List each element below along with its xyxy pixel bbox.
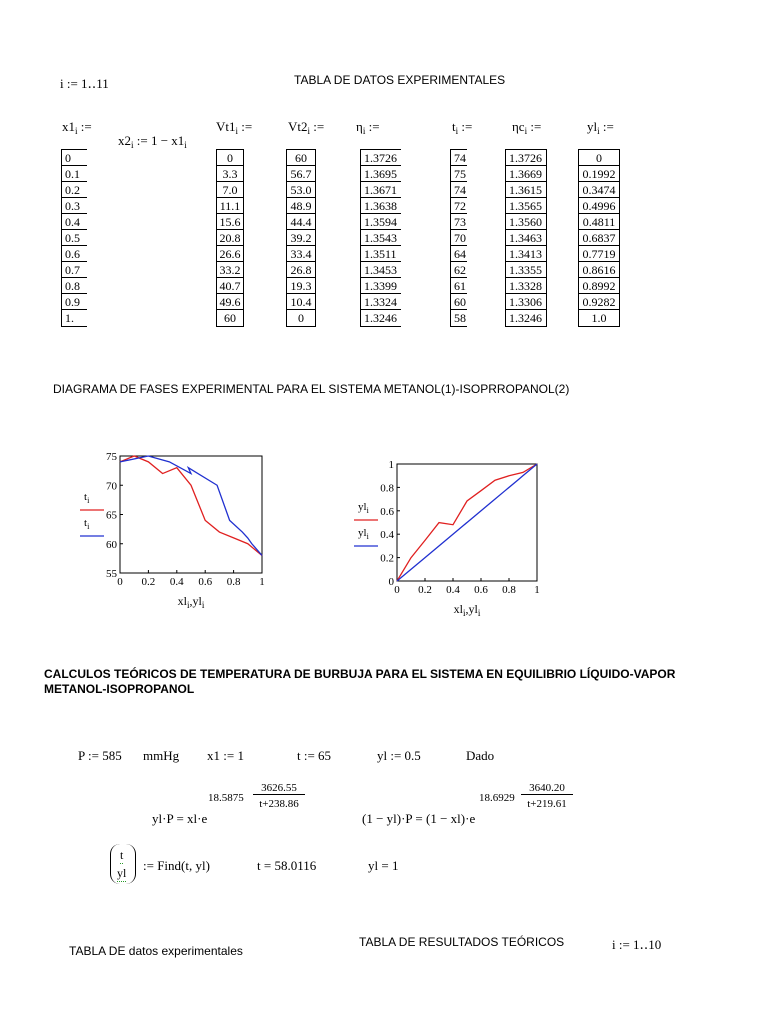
header-x1: $x1_i$ :=	[62, 119, 92, 136]
header-etac: $\eta c_i$ :=	[512, 119, 542, 136]
table-cell[interactable]: 60	[224, 311, 236, 325]
table-cell[interactable]: 15.6	[217, 214, 243, 230]
table-cell[interactable]: 26.8	[287, 262, 315, 278]
bottom-range-definition: i := 1‥10	[612, 937, 662, 952]
calc-title-line2: METANOL-ISOPROPANOL	[44, 682, 195, 696]
table-cell[interactable]: 19.3	[287, 278, 315, 294]
table-cell[interactable]: 1.3413	[506, 246, 546, 262]
y-tick-label: 0	[388, 576, 394, 588]
table-cell[interactable]: 44.4	[287, 214, 315, 230]
table-cell[interactable]: 1.3246	[364, 311, 397, 325]
y-tick-label: 0.2	[380, 552, 394, 565]
table-cell[interactable]: 1.3726	[361, 150, 401, 166]
table-cell[interactable]: 26.6	[217, 246, 243, 262]
result-t: t = 58.0116	[257, 858, 317, 873]
table-cell[interactable]: 62	[451, 262, 467, 278]
y-tick-label: 60	[106, 538, 117, 551]
table-cell[interactable]: 0.2	[62, 182, 87, 198]
table-cell[interactable]: 1.3594	[361, 214, 401, 230]
table-cell[interactable]: 20.8	[217, 230, 243, 246]
header-yl: $yl_i$ :=	[587, 119, 614, 136]
series-line-2	[397, 464, 537, 581]
chart-equilibrium	[350, 452, 550, 622]
column-vt2[interactable]	[286, 149, 316, 327]
equation-1-numerator: 3626.55	[253, 782, 305, 795]
range-definition: i := 1‥11	[60, 76, 109, 91]
diagram-title: DIAGRAMA DE FASES EXPERIMENTAL PARA EL SISTEMA METANOL(1)-ISOPRROPANOL(2)	[53, 382, 570, 396]
table-cell[interactable]: 7.0	[217, 182, 243, 198]
given-x1[interactable]: x1 := 1	[207, 748, 244, 763]
table-cell[interactable]: 1.3695	[361, 166, 401, 182]
header-t: $t_i$ :=	[452, 119, 473, 136]
table-cell[interactable]: 0.6	[62, 246, 87, 262]
table-cell[interactable]: 1.3669	[506, 166, 546, 182]
header-eta: $\eta_i$ :=	[356, 119, 380, 136]
column-vt1[interactable]	[216, 149, 244, 327]
table-cell[interactable]: 1.3328	[506, 278, 546, 294]
y-tick-label: 0.4	[380, 529, 394, 542]
find-expression: := Find(t, yl)	[143, 858, 210, 873]
find-vector	[110, 844, 136, 884]
legend-label: $yl_i$	[358, 501, 369, 515]
table-cell[interactable]: 0.1	[62, 166, 87, 182]
equation-2-denominator: t+219.61	[527, 798, 567, 810]
table-cell[interactable]: 3.3	[217, 166, 243, 182]
table-cell[interactable]: 0.8616	[579, 262, 619, 278]
table-cell[interactable]: 0.4996	[579, 198, 619, 214]
table-cell[interactable]: 0.4	[62, 214, 87, 230]
given-yl[interactable]: yl := 0.5	[377, 748, 421, 763]
y-tick-label: 75	[106, 451, 117, 463]
table-cell[interactable]: 33.2	[217, 262, 243, 278]
x-tick-label: 0	[394, 584, 400, 596]
table-cell[interactable]: 75	[451, 166, 467, 182]
table-cell[interactable]: 0.9282	[579, 294, 619, 310]
result-yl: yl = 1	[368, 858, 399, 873]
y-tick-label: 1	[388, 459, 394, 471]
x2-definition: $x2_i$ := $1 - x1_i$	[118, 133, 187, 150]
table-cell[interactable]: 0.5	[62, 230, 87, 246]
find-vector-yl: yl	[117, 866, 127, 880]
series-line-1	[120, 456, 262, 555]
table-cell[interactable]: 0.8992	[579, 278, 619, 294]
legend-label: $t_i$	[84, 517, 90, 531]
table-cell[interactable]: 74	[451, 182, 467, 198]
table-cell[interactable]: 1.3671	[361, 182, 401, 198]
table-cell[interactable]: 0	[579, 150, 619, 166]
table-title: TABLA DE DATOS EXPERIMENTALES	[294, 73, 506, 87]
table-cell[interactable]: 0.1992	[579, 166, 619, 182]
table-cell[interactable]: 73	[451, 214, 467, 230]
table-cell[interactable]: 0.3	[62, 198, 87, 214]
x-axis-label: $xl_i,yl_i$	[453, 602, 481, 618]
table-cell[interactable]: 1.3726	[506, 150, 546, 166]
table-cell[interactable]: 53.0	[287, 182, 315, 198]
legend-label: $yl_i$	[358, 527, 369, 541]
bottom-label-experimental: TABLA DE datos experimentales	[69, 944, 243, 958]
table-cell[interactable]: 0.6837	[579, 230, 619, 246]
chart-temperature	[76, 446, 276, 616]
x-tick-label: 0.2	[141, 576, 156, 588]
column-eta[interactable]	[360, 149, 401, 327]
x-tick-label: 0.8	[226, 576, 241, 588]
x-tick-label: 0.6	[474, 584, 488, 596]
equation-2-lhs: (1 − yl)·P = (1 − xl)·e	[362, 811, 476, 826]
equation-2-numerator: 3640.20	[521, 782, 573, 795]
given-unit: mmHg	[143, 748, 180, 763]
table-cell[interactable]: 56.7	[287, 166, 315, 182]
column-yl[interactable]	[578, 149, 620, 327]
header-vt1: $Vt1_i$ :=	[216, 119, 253, 136]
column-etac[interactable]	[505, 149, 547, 327]
table-cell[interactable]: 1.3399	[361, 278, 401, 294]
x-tick-label: 0.8	[502, 584, 516, 596]
find-vector-t: t	[120, 848, 124, 862]
x-axis-label: $xl_i,yl_i$	[177, 594, 205, 610]
table-cell[interactable]: 11.1	[217, 198, 243, 214]
table-cell[interactable]: 61	[451, 278, 467, 294]
x-tick-label: 0	[117, 576, 123, 588]
table-cell[interactable]: 1.	[65, 311, 74, 325]
table-cell[interactable]: 1.3324	[361, 294, 401, 310]
table-cell[interactable]: 48.9	[287, 198, 315, 214]
table-cell[interactable]: 0.7	[62, 262, 87, 278]
y-tick-label: 0.6	[380, 505, 394, 518]
x-tick-label: 0.2	[418, 584, 432, 596]
table-cell[interactable]: 1.3511	[361, 246, 401, 262]
table-cell[interactable]: 0	[217, 150, 243, 166]
y-tick-label: 55	[106, 568, 117, 580]
table-cell[interactable]: 1.3306	[506, 294, 546, 310]
table-cell[interactable]: 49.6	[217, 294, 243, 310]
given-t[interactable]: t := 65	[297, 748, 332, 763]
dado-keyword: Dado	[466, 748, 495, 763]
equation-2-exp-a: 18.6929	[479, 792, 515, 804]
y-tick-label: 65	[106, 509, 117, 522]
x-tick-label: 0.6	[198, 576, 213, 588]
equation-1-denominator: t+238.86	[259, 798, 299, 810]
table-cell[interactable]: 74	[451, 150, 467, 166]
calc-title-line1: CALCULOS TEÓRICOS DE TEMPERATURA DE BURBUJA PARA EL SISTEMA EN EQUILIBRIO LÍQUIDO-VAPOR	[44, 667, 676, 681]
x-tick-label: 1	[259, 576, 265, 588]
table-cell[interactable]: 1.3638	[361, 198, 401, 214]
table-cell[interactable]: 0.8	[62, 278, 87, 294]
table-cell[interactable]: 72	[451, 198, 467, 214]
table-cell[interactable]: 1.3246	[509, 311, 542, 325]
table-cell[interactable]: 60	[287, 150, 315, 166]
bottom-label-theoretical: TABLA DE RESULTADOS TEÓRICOS	[359, 935, 565, 949]
table-cell[interactable]: 0	[62, 150, 87, 166]
table-cell[interactable]: 0	[298, 311, 304, 325]
y-tick-label: 0.8	[380, 482, 394, 495]
header-vt2: $Vt2_i$ :=	[288, 119, 325, 136]
table-cell[interactable]: 1.3355	[506, 262, 546, 278]
table-cell[interactable]: 1.3615	[506, 182, 546, 198]
column-t[interactable]	[450, 149, 467, 327]
table-cell[interactable]: 58	[454, 311, 466, 325]
legend-label: $t_i$	[84, 491, 90, 505]
y-tick-label: 70	[106, 480, 117, 493]
table-cell[interactable]: 40.7	[217, 278, 243, 294]
table-cell[interactable]: 0.3474	[579, 182, 619, 198]
table-cell[interactable]: 0.7719	[579, 246, 619, 262]
table-cell[interactable]: 0.4811	[579, 214, 619, 230]
table-cell[interactable]: 10.4	[287, 294, 315, 310]
table-cell[interactable]: 1.3560	[506, 214, 546, 230]
x-tick-label: 0.4	[169, 576, 184, 588]
x-tick-label: 0.4	[446, 584, 460, 596]
table-cell[interactable]: 60	[451, 294, 467, 310]
given-pressure[interactable]: P := 585	[78, 748, 122, 763]
table-cell[interactable]: 0.9	[62, 294, 87, 310]
table-cell[interactable]: 33.4	[287, 246, 315, 262]
equation-1-lhs: yl·P = xl·e	[152, 811, 208, 826]
table-cell[interactable]: 1.3565	[506, 198, 546, 214]
column-x1[interactable]	[61, 149, 87, 327]
table-cell[interactable]: 70	[451, 230, 467, 246]
table-cell[interactable]: 64	[451, 246, 467, 262]
table-cell[interactable]: 1.3543	[361, 230, 401, 246]
table-cell[interactable]: 1.0	[591, 311, 607, 325]
table-cell[interactable]: 1.3453	[361, 262, 401, 278]
x-tick-label: 1	[534, 584, 540, 596]
table-cell[interactable]: 39.2	[287, 230, 315, 246]
table-cell[interactable]: 1.3463	[506, 230, 546, 246]
equation-1-exp-a: 18.5875	[208, 792, 244, 804]
